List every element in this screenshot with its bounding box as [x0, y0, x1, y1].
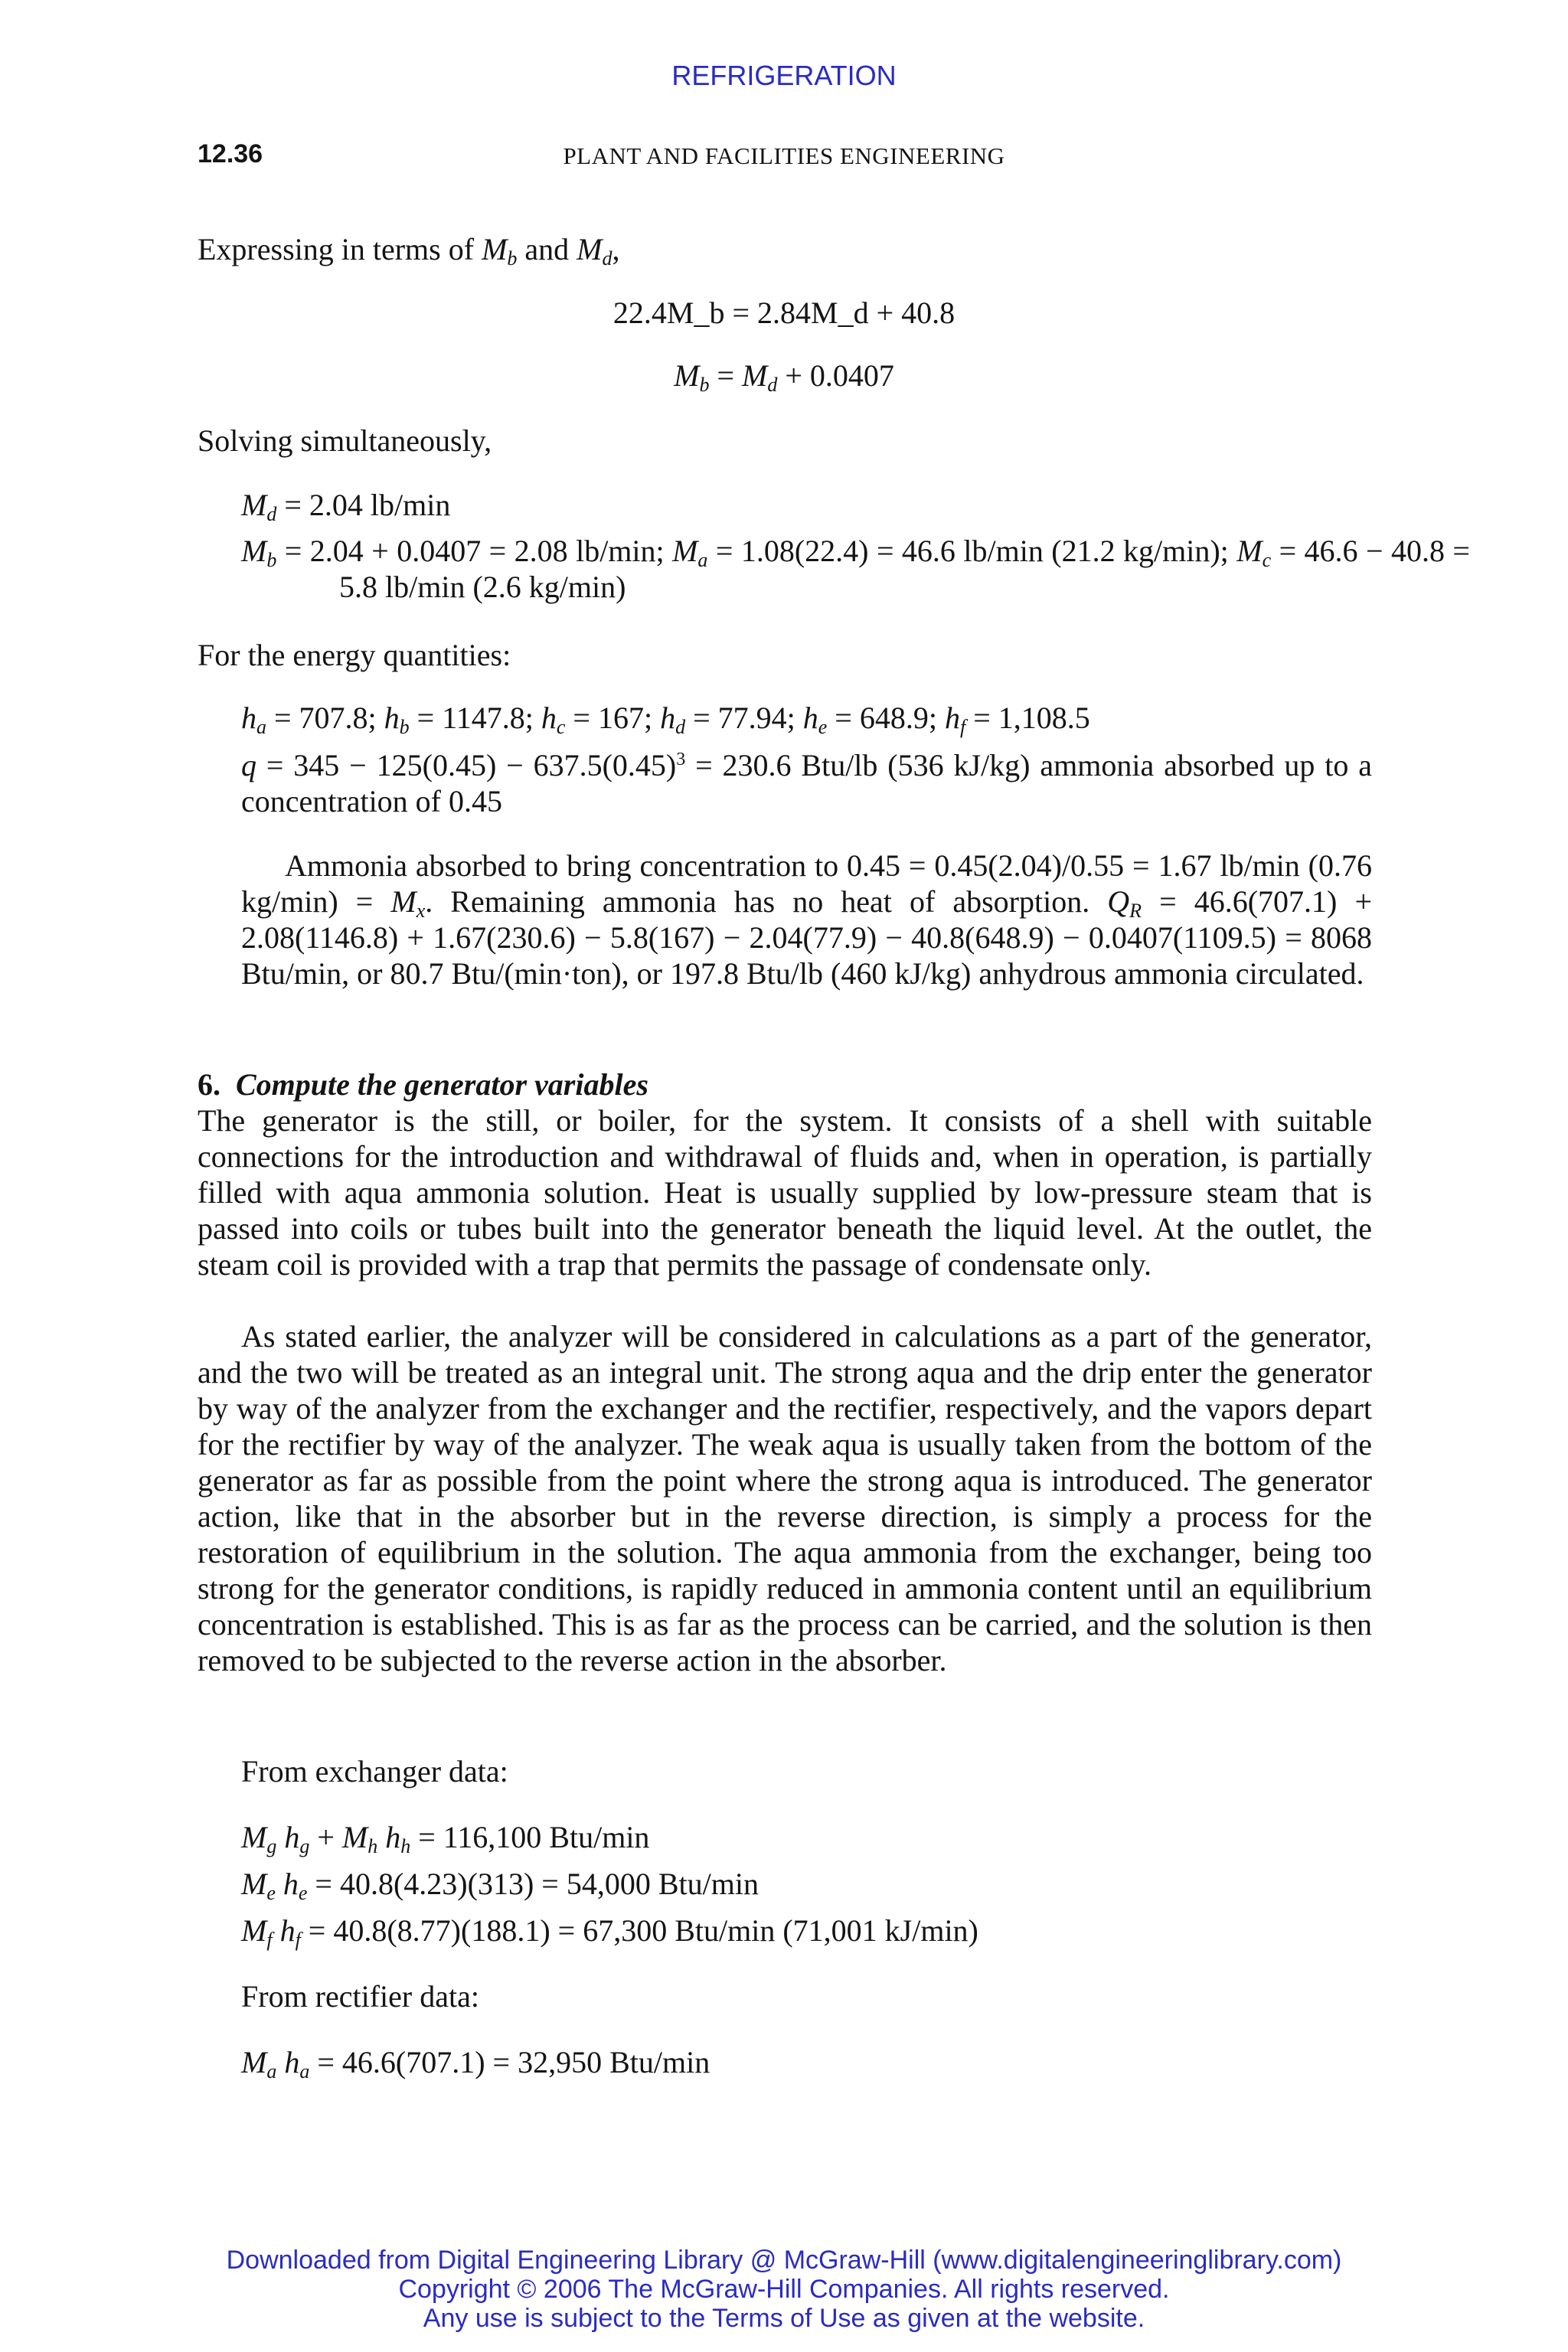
- chapter-header[interactable]: REFRIGERATION: [671, 60, 897, 91]
- step-number: 6.: [198, 1067, 220, 1102]
- exchanger-intro: From exchanger data:: [241, 1754, 508, 1788]
- var-mb: M: [482, 232, 508, 266]
- running-head: PLANT AND FACILITIES ENGINEERING: [563, 142, 1005, 169]
- intro-line: Expressing in terms of $M_b$ and $M_d$,: [198, 232, 620, 270]
- page-number: 12.36: [198, 139, 263, 168]
- var-md: M: [577, 232, 603, 266]
- result-mb-line: $M_b = 2.04 + 0.0407 = 2.08$ lb/min; $M_a = 1.08(22.4) = 46.6$ lb/min (21.2 kg/min); $M_c = 46.6 - 40.8 = 5.8$ lb/min (2.6 kg/min): [241, 534, 1470, 604]
- generator-paragraph-2: As stated earlier, the analyzer will be considered in calculations as a part of the generator, and the two will be treated as an integral unit. The strong aqua and the drip enter the generator by way of the analyzer from the exchanger and the rectifier, respectively, and the vapors depart for the rectifier by way of the analyzer. The weak aqua is usually taken from the bottom of the generator as far as possible from the point where the strong aqua is introduced. The generator action, like that in the absorber but in the reverse direction, is simply a process for the restoration of equilibrium in the solution. The aqua ammonia from the exchanger, being too strong for the generator conditions, is rapidly reduced in ammonia content until an equilibrium concentration is established. This is as far as the process can be carried, and the solution is then removed to be subjected to the reverse action in the absorber.: [198, 1319, 1372, 1677]
- result-md: $M_d = 2.04$ lb/min: [241, 488, 451, 525]
- step-heading: [198, 1067, 1372, 1102]
- footer-copyright[interactable]: Copyright © 2006 The McGraw-Hill Companies. All rights reserved.: [398, 2275, 1170, 2304]
- intro-text: Expressing in terms of: [198, 232, 482, 266]
- footer-download-link[interactable]: Downloaded from Digital Engineering Library @ McGraw-Hill (www.digitalengineeringlibrary.com): [226, 2246, 1342, 2275]
- rectifier-eq: $M_a$ $h_a = 46.6(707.1) = 32,950$ Btu/min: [241, 2045, 710, 2082]
- solving-text: Solving simultaneously,: [198, 423, 492, 458]
- exchanger-eq-3: $M_f$ $h_f = 40.8(8.77)(188.1) = 67,300$ Btu/min (71,001 kJ/min): [241, 1913, 978, 1951]
- rectifier-intro: From rectifier data:: [241, 1979, 479, 2014]
- enthalpy-values: $h_a = 707.8$; $h_b = 1147.8$; $h_c = 167$; $h_d = 77.94$; $h_e = 648.9$; $h_f = 1,108.5$: [241, 701, 1090, 738]
- footer-terms[interactable]: Any use is subject to the Terms of Use as given at the website.: [423, 2304, 1145, 2333]
- step-title: Compute the generator variables: [236, 1067, 648, 1102]
- exchanger-eq-2: $M_e$ $h_e = 40.8(4.23)(313) = 54,000$ Btu/min: [241, 1867, 759, 1904]
- energy-intro: For the energy quantities:: [198, 638, 511, 672]
- equation-1: 22.4M_b = 2.84M_d + 40.8: [612, 296, 956, 330]
- ammonia-paragraph: Ammonia absorbed to bring concentration to 0.45 = 0.45(2.04)/0.55 = 1.67 lb/min (0.76 $kg/\min) = M_x$. Remaining ammonia has no heat of absorption. $Q_R = 46.6(707.1) + 2.08(1146.8) + 1.67(230.6) - 5.8(167) - 2.04(77.9) - 40.8(648.9) - 0.0407(1109.5) = 8068$ Btu/min, or 80.7 Btu/(min·ton), or 197.8 Btu/lb (460 kJ/kg) anhydrous ammonia circulated.: [241, 848, 1372, 991]
- heat-of-absorption: $q = 345 - 125(0.45) - 637.5(0.45)^3 = 230.6$ Btu/lb (536 kJ/kg) ammonia absorbed up to a concentration of 0.45: [241, 748, 1372, 818]
- equation-2: $M_b = M_d + 0.0407$: [674, 358, 894, 396]
- generator-paragraph-1: The generator is the still, or boiler, for the system. It consists of a shell with suitable connections for the introduction and withdrawal of fluids and, when in operation, is partially filled with aqua ammonia solution. Heat is usually supplied by low-pressure steam that is passed into coils or tubes built into the generator beneath the liquid level. At the outlet, the steam coil is provided with a trap that permits the passage of condensate only.: [198, 1103, 1372, 1282]
- exchanger-eq-1: $M_g$ $h_g + M_h$ $h_h = 116,100$ Btu/min: [241, 1820, 650, 1857]
